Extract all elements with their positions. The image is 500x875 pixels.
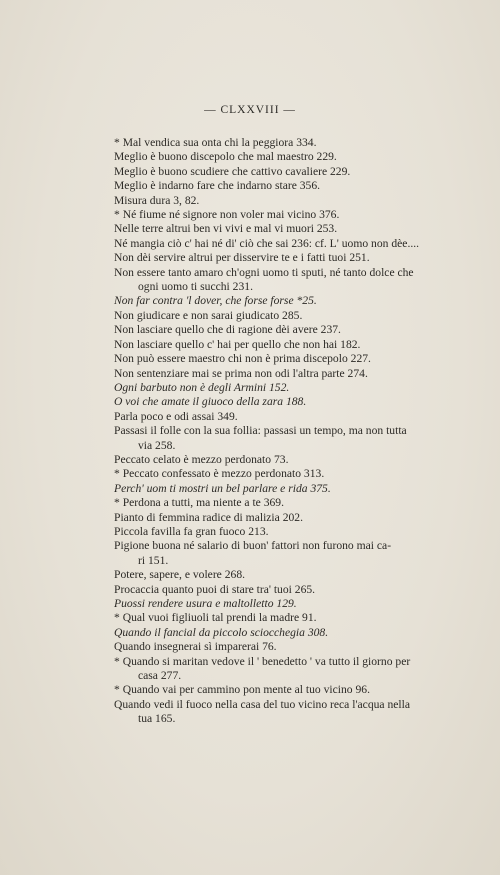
proverb-line: Meglio è indarno fare che indarno stare 356.	[114, 179, 321, 193]
proverb-line: Nelle terre altrui ben vi vivi e mal vi muori 253.	[114, 222, 338, 236]
proverb-line: * Perdona a tutti, ma niente a te 369.	[114, 496, 284, 510]
proverb-line: Puossi rendere usura e maltolletto 129.	[114, 597, 297, 610]
proverb-line: * Quando si maritan vedove il ' benedetto ' va tutto il giorno per	[114, 654, 411, 668]
proverb-line: Non dèi servire altrui per disservire te e i fatti tuoi 251.	[114, 251, 370, 265]
proverb-line: Non essere tanto amaro ch'ogni uomo ti sputi, né tanto dolce che	[114, 265, 414, 279]
proverb-line: Parla poco e odi assai 349.	[114, 409, 238, 423]
proverb-line: casa 277.	[138, 669, 182, 683]
proverb-line: Non lasciare quello che di ragione dèi avere 237.	[114, 323, 341, 337]
proverb-line: * Quando vai per cammino pon mente al tuo vicino 96.	[114, 683, 370, 697]
proverb-line: Quando il fancial da piccolo sciocchegia 308.	[114, 625, 329, 639]
proverb-line: Passasi il folle con la sua follia: passasi un tempo, ma non tutta	[114, 424, 407, 438]
proverb-line: Né mangia ciò c' hai né di' ciò che sai 236: cf. L' uomo non dèe....	[114, 236, 420, 250]
proverb-line: Misura dura 3, 82.	[114, 193, 200, 207]
proverb-line: ogni uomo ti succhi 231.	[138, 280, 253, 294]
proverb-line: Procaccia quanto puoi di stare tra' tuoi 265.	[114, 582, 316, 596]
page-number-header: — CLXXVIII —	[204, 104, 296, 116]
proverb-line: * Peccato confessato è mezzo perdonato 313.	[114, 467, 325, 481]
proverb-line: * Qual vuoi figliuoli tal prendi la madre 91.	[114, 611, 317, 625]
proverb-line: Non far contra 'l dover, che forse forse *25.	[114, 294, 317, 308]
proverb-line: Peccato celato è mezzo perdonato 73.	[114, 452, 289, 466]
proverb-line: Meglio è buono scudiere che cattivo cavaliere 229.	[114, 164, 351, 178]
proverb-line: Ogni barbuto non è degli Armini 152.	[114, 380, 290, 394]
proverb-line: Pianto di femmina radice di malizia 202.	[114, 510, 303, 524]
proverb-line: Potere, sapere, e volere 268.	[114, 568, 246, 582]
proverb-line: Perch' uom ti mostri un bel parlare e rida 375.	[114, 481, 331, 495]
proverb-line: Non lasciare quello c' hai per quello che non hai 182.	[114, 337, 361, 351]
proverb-line: Non può essere maestro chi non è prima discepolo 227.	[114, 352, 371, 366]
proverb-line: ri 151.	[138, 553, 169, 567]
proverb-list	[114, 136, 474, 727]
proverb-line: * Né fiume né signore non voler mai vicino 376.	[114, 208, 340, 222]
proverb-line: Non giudicare e non sarai giudicato 285.	[114, 308, 303, 322]
proverb-line: Quando insegnerai sì imparerai 76.	[114, 640, 277, 654]
proverb-line: Piccola favilla fa gran fuoco 213.	[114, 524, 269, 538]
proverb-line: Meglio è buono discepolo che mal maestro 229.	[114, 150, 337, 164]
proverb-line: Quando vedi il fuoco nella casa del tuo vicino reca l'acqua nella	[114, 697, 410, 711]
proverb-line: * Mal vendica sua onta chi la peggiora 334.	[114, 136, 317, 149]
proverb-line: tua 165.	[138, 712, 176, 726]
proverb-line: O voi che amate il giuoco della zara 188.	[114, 395, 307, 409]
proverb-line: via 258.	[138, 438, 176, 452]
proverb-line: Pigione buona né salario di buon' fattori non furono mai ca-	[114, 539, 392, 553]
proverb-line: Non sentenziare mai se prima non odi l'altra parte 274.	[114, 366, 368, 380]
